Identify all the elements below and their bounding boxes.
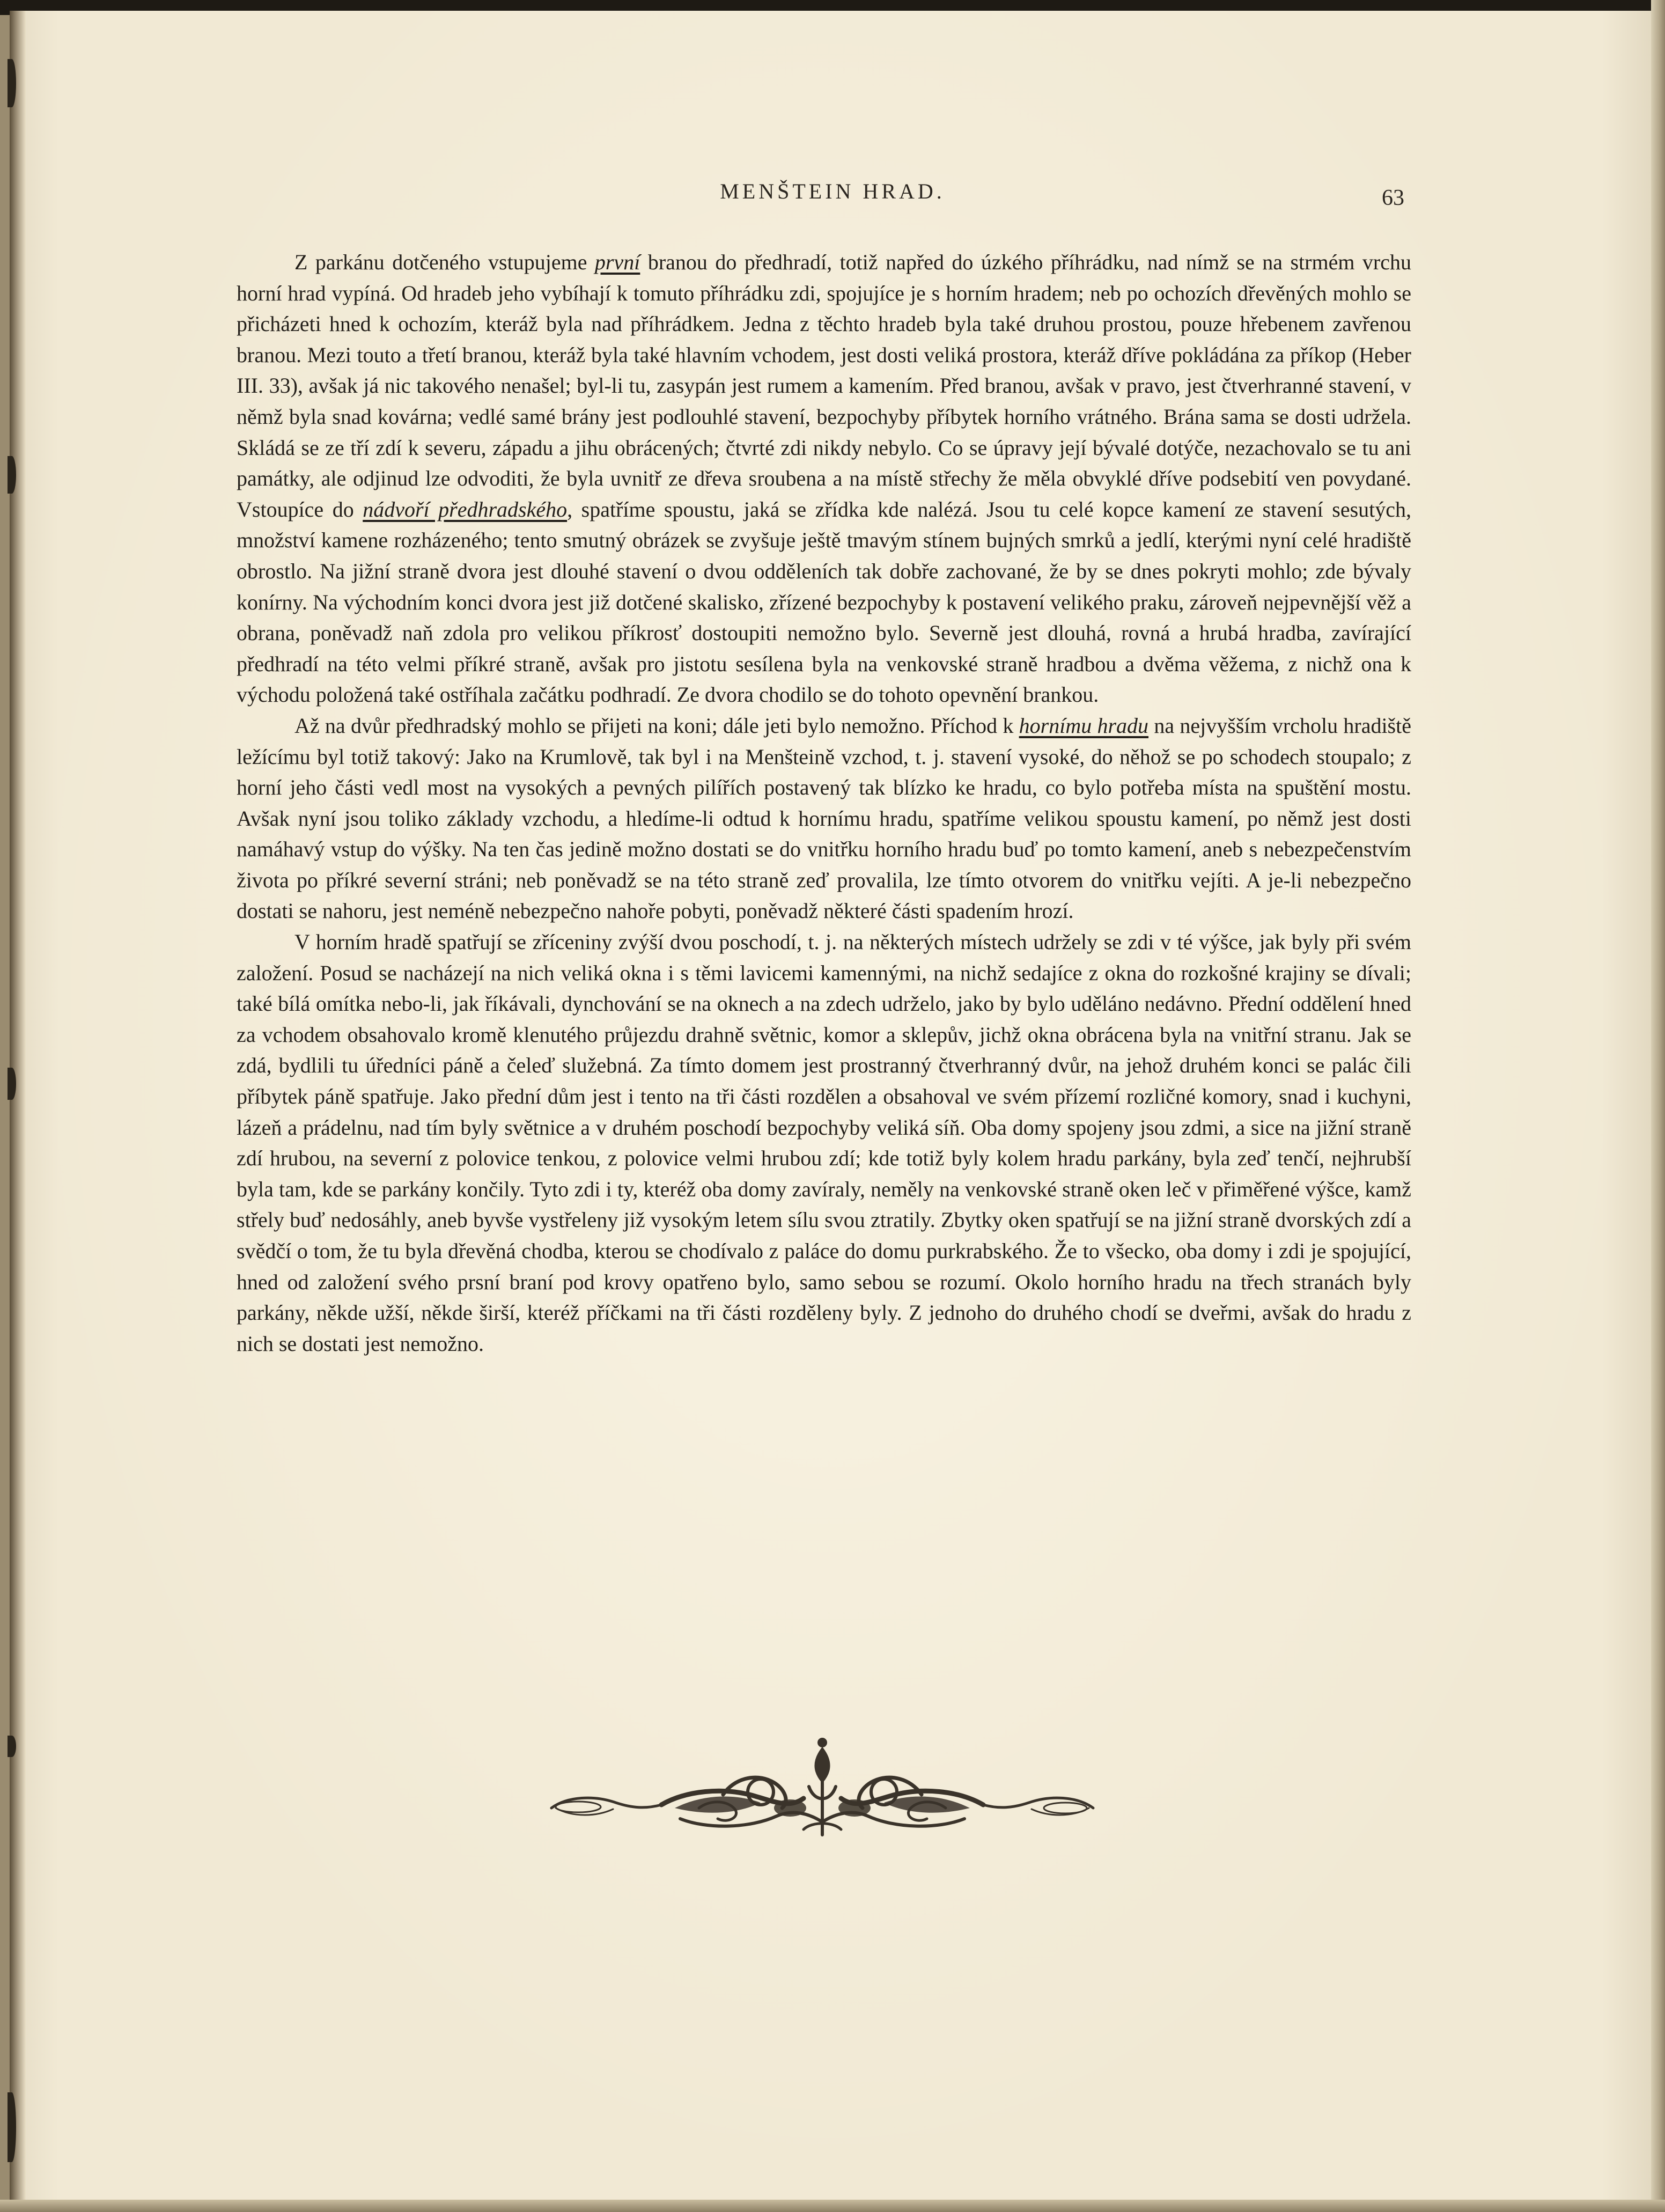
text-run: Až na dvůr předhradský mohlo se přijeti na koni; dále jeti bylo nemožno. Příchod k	[294, 713, 1019, 738]
emphasized-term: nádvoří předhradského	[363, 497, 568, 521]
tailpiece-ornament-icon	[546, 1728, 1099, 1840]
page-stack-right-edge	[1651, 0, 1665, 2212]
text-run: V horním hradě spatřují se zříceniny zvýší dvou poschodí, t. j. na některých místech udržely se zdi v té výšce, jak byly při svém založení. Posud se nacházejí na nich veliká okna i s těmi lavicemi kamennými, na nichž sedajíce z okna do rozkošné krajiny se dívali; také bílá omítka nebo-li, jak říkávali, dynchování se na oknech a na zdech udrželo, jako by bylo uděláno nedávno. Přední oddělení hned za vchodem obsahovalo kromě klenutého průjezdu drahně světnic, komor a sklepův, jichž okna obrácena byla na vnitřní stranu. Jak se zdá, bydlili tu úředníci páně a čeleď služebná. Za tímto domem jest prostranný čtverhranný dvůr, na jehož druhém konci se palác čili příbytek páně spatřuje. Jako přední dům jest i tento na tři části rozdělen a obsahoval ve svém přízemí rozličné komory, snad i kuchyni, lázeň a prádelnu, nad tím byly světnice a v druhém poschodí bezpochyby veliká síň. Oba domy spojeny jsou zdmi, a sice na jižní straně zdí hrubou, na severní z polovice tenkou, z polovice velmi hrubou zdí; kde totiž byly kolem hradu parkány, byla zeď tenčí, nejhrubší byla tam, kde se parkány končily. Tyto zdi i ty, kteréž oba domy zavíraly, neměly na venkovské straně oken leč v přiměřené výšce, kamž střely buď nedosáhly, aneb byvše vystřeleny již vysokým letem sílu svou ztratily. Zbytky oken spatřují se na jižní straně dvorských zdí a svědčí o tom, že tu byla dřevěná chodba, kterou se chodívalo z paláce do domu purkrabského. Že to všecko, oba domy i zdi je spojující, hned od založení svého prsní braní pod krovy opatřeno bylo, samo sebou se rozumí. Okolo horního hradu na třech stranách byly parkány, někde užší, někde širší, kteréž příčkami na tři části rozděleny byly. Z jednoho do druhého chodí se dveřmi, avšak do hradu z nich se dostati jest nemožno.	[237, 930, 1411, 1356]
running-title: MENŠTEIN HRAD.	[720, 179, 945, 203]
text-run: branou do předhradí, totiž napřed do úzkého příhrádku, nad nímž se na strmém vrchu horní hrad vypíná. Od hradeb jeho vybíhají k tomuto příhrádku zdi, spojujíce je s horním hradem; neb po ochozích dřevěných mohlo se přicházeti hned k ochozím, kteráž byla nad příhrádkem. Jedna z těchto hradeb byla také druhou prostou, pouze hřebenem zavřenou branou. Mezi touto a třetí branou, kteráž byla také hlavním vchodem, jest dosti veliká prostora, kteráž dříve pokládána za příkop (Heber III. 33), avšak já nic takového nenašel; byl-li tu, zasypán jest rumem a kamením. Před branou, avšak v pravo, jest čtverhranné stavení, v němž byla snad kovárna; vedlé samé brány jest podlouhlé stavení, bezpochyby příbytek horního vrátného. Brána sama se dosti udržela. Skládá se ze tří zdí k severu, západu a jihu obrácených; čtvrté zdi nikdy nebylo. Co se úpravy její bývalé dotýče, nezachovalo se tu ani památky, ale odjinud lze odvoditi, že byla uvnitř ze dřeva sroubena a na místě střechy že měla obvyklé dříve podsebití ven povydané. Vstoupíce do	[237, 250, 1411, 521]
page-number: 63	[1382, 186, 1404, 210]
body-text	[237, 247, 1411, 1359]
binding-thread-mark	[8, 456, 16, 494]
text-run: Z parkánu dotčeného vstupujeme	[294, 250, 595, 274]
paragraph	[237, 247, 1411, 710]
binding-thread-mark	[8, 1736, 16, 1757]
emphasized-term: hornímu hradu	[1019, 713, 1149, 738]
binding-thread-mark	[8, 1068, 16, 1100]
binding-thread-mark	[8, 59, 16, 107]
text-run: , spatříme spoustu, jaká se zřídka kde nalézá. Jsou tu celé kopce kamení ze stavení sesutých, množství kamene rozházeného; tento smutný obrázek se zvyšuje ještě tmavým stínem bujných smrků a jedlí, kterými nyní celé hradiště obrostlo. Na jižní straně dvora jest dlouhé stavení o dvou odděleních tak dobře zachované, že by se dnes pokryti mohlo; zde bývaly konírny. Na východním konci dvora jest již dotčené skalisko, zřízené bezpochyby k postavení velikého praku, zároveň nejpevnější věž a obrana, poněvadž naň zdola pro velikou příkrosť dostoupiti nemožno bylo. Severně jest dlouhá, rovná a hrubá hradba, zavírající předhradí na této velmi příkré straně, avšak pro jistotu sesílena byla na venkovské straně hradbou a dvěma věžema, z nichž ona k východu položená také ostříhala začátku podhradí. Ze dvora chodilo se do tohoto opevnění brankou.	[237, 497, 1412, 707]
paragraph	[237, 710, 1411, 927]
paragraph	[237, 927, 1411, 1359]
page-binding-edge	[10, 11, 26, 2200]
binding-thread-mark	[8, 2092, 16, 2162]
page-stack-bottom-edge	[0, 2200, 1665, 2212]
emphasized-term: první	[594, 250, 640, 274]
text-run: na nejvyšším vrcholu hradiště ležícímu byl totiž takový: Jako na Krumlově, tak byl i na Menšteině vzchod, t. j. stavení vysoké, do něhož se po schodech stoupalo; z horní jeho části vedl most na vysokých a pevných pilířích postavený tak blízko ke hradu, co bylo potřeba místa na spuštění mostu. Avšak nyní jsou toliko základy vzchodu, a hledíme-li odtud k hornímu hradu, spatříme velikou spoustu kamení, po němž jest dosti namáhavý vstup do výšky. Na ten čas jedině možno dostati se do vnitřku horního hradu buď po tomto kamení, aneb s nebezpečenstvím života po příkré severní stráni; neb poněvadž se na této straně zeď provalila, lze tímto otvorem do vnitřku vejíti. A je-li nebezpečno dostati se nahoru, jest neméně nebezpečno nahoře pobyti, poněvadž některé části spadením hrozí.	[237, 713, 1411, 923]
